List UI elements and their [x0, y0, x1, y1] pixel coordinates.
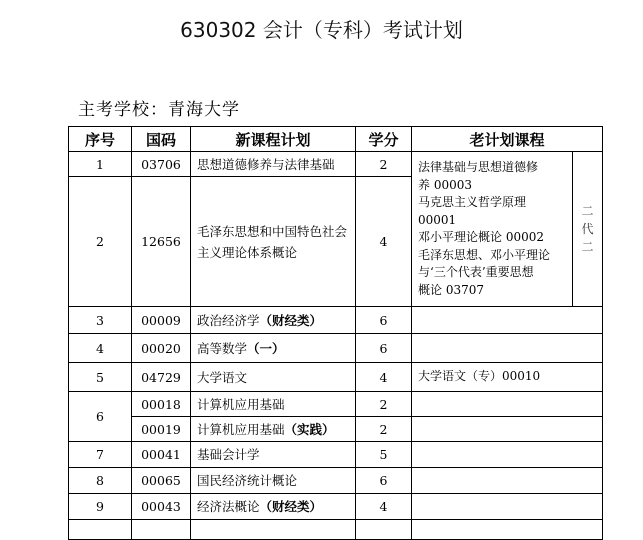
- substitute-char: 代: [581, 222, 594, 236]
- credit-cell: 4: [356, 494, 412, 520]
- table-row: [69, 494, 603, 520]
- old-course-cell: [412, 334, 603, 363]
- course-note: （实践）: [284, 421, 335, 437]
- old-course-line: 毛泽东思想、邓小平理论: [418, 247, 551, 262]
- credit-cell: 2: [356, 417, 412, 442]
- table-row: [69, 392, 603, 417]
- old-course-line: 法律基础与思想道德修: [418, 160, 539, 174]
- old-course-line: 与‘三个代表’重要思想: [418, 265, 534, 279]
- table-row: [69, 468, 603, 494]
- seq-cell: 4: [69, 334, 132, 363]
- course-name-cell: 思想道德修养与法律基础: [191, 152, 356, 177]
- course-name-cell: [191, 307, 356, 334]
- credit-cell: 4: [356, 177, 412, 307]
- table-header-row: [69, 127, 603, 152]
- seq-cell: 6: [69, 392, 132, 442]
- course-name-cell: 基础会计学: [191, 442, 356, 468]
- old-course-cell: [412, 417, 603, 442]
- seq-cell: 9: [69, 494, 132, 520]
- exam-plan-table: [68, 126, 603, 540]
- substitute-note-cell: [573, 152, 603, 307]
- school-label: 主考学校：青海大学: [78, 100, 240, 120]
- table-row: [69, 520, 603, 540]
- header-code: 国码: [132, 127, 191, 152]
- code-cell: [132, 520, 191, 540]
- substitute-char: 二: [581, 204, 594, 218]
- old-course-line: 马克思主义哲学原理: [418, 195, 527, 209]
- course-name: 政治经济学: [197, 312, 260, 328]
- header-seq: 序号: [69, 127, 132, 152]
- table-row: [69, 417, 603, 442]
- code-cell: 00009: [132, 307, 191, 334]
- old-course-line: 养 00003: [418, 177, 472, 192]
- course-note: （财经类）: [259, 312, 323, 328]
- code-cell: 00043: [132, 494, 191, 520]
- course-note: （财经类）: [259, 499, 323, 514]
- old-course-cell: [412, 494, 603, 520]
- course-name-cell: 毛泽东思想和中国特色社会主义理论体系概论: [191, 177, 356, 307]
- code-cell: 00019: [132, 417, 191, 442]
- old-course-cell: [412, 520, 603, 540]
- header-new-course: 新课程计划: [191, 127, 356, 152]
- old-course-cell: [412, 392, 603, 417]
- seq-cell: 1: [69, 152, 132, 177]
- credit-cell: 6: [356, 307, 412, 334]
- credit-cell: 2: [356, 392, 412, 417]
- course-name-cell: [191, 520, 356, 540]
- substitute-char: 二: [581, 240, 594, 254]
- table-row: [69, 307, 603, 334]
- document-title: 630302 会计（专科）考试计划: [180, 18, 463, 42]
- table-row: [69, 152, 603, 177]
- credit-cell: 6: [356, 468, 412, 494]
- code-cell: 03706: [132, 152, 191, 177]
- course-name-cell: 国民经济统计概论: [191, 468, 356, 494]
- code-cell: 12656: [132, 177, 191, 307]
- code-cell: 00020: [132, 334, 191, 363]
- seq-cell: 5: [69, 363, 132, 392]
- code-cell: 04729: [132, 363, 191, 392]
- course-note: （一）: [247, 340, 285, 356]
- seq-cell: 3: [69, 307, 132, 334]
- credit-cell: [356, 520, 412, 540]
- old-course-line: 邓小平理论概论 00002: [418, 230, 544, 244]
- credit-cell: 6: [356, 334, 412, 363]
- old-course-cell: 大学语文（专）00010: [412, 363, 603, 392]
- code-cell: 00065: [132, 468, 191, 494]
- old-course-cell: [412, 307, 603, 334]
- table-row: [69, 363, 603, 392]
- seq-cell: 2: [69, 177, 132, 307]
- old-course-cell: [412, 468, 603, 494]
- code-cell: 00041: [132, 442, 191, 468]
- course-name-cell: 大学语文: [191, 363, 356, 392]
- old-course-line: 概论 03707: [418, 282, 484, 297]
- credit-cell: 2: [356, 152, 412, 177]
- old-course-line: 00001: [418, 212, 457, 227]
- course-name: 计算机应用基础: [197, 421, 285, 437]
- seq-cell: [69, 520, 132, 540]
- credit-cell: 4: [356, 363, 412, 392]
- seq-cell: 8: [69, 468, 132, 494]
- table-row: [69, 334, 603, 363]
- seq-cell: 7: [69, 442, 132, 468]
- course-name-cell: [191, 417, 356, 442]
- table-row: [69, 442, 603, 468]
- course-name: 高等数学: [197, 340, 248, 356]
- old-course-cell: [412, 442, 603, 468]
- code-cell: 00018: [132, 392, 191, 417]
- course-name: 经济法概论: [197, 499, 260, 514]
- old-course-cell: [412, 152, 573, 307]
- credit-cell: 5: [356, 442, 412, 468]
- header-old-course: 老计划课程: [412, 127, 603, 152]
- course-name-cell: [191, 494, 356, 520]
- course-name-cell: [191, 334, 356, 363]
- course-name-cell: 计算机应用基础: [191, 392, 356, 417]
- header-credit: 学分: [356, 127, 412, 152]
